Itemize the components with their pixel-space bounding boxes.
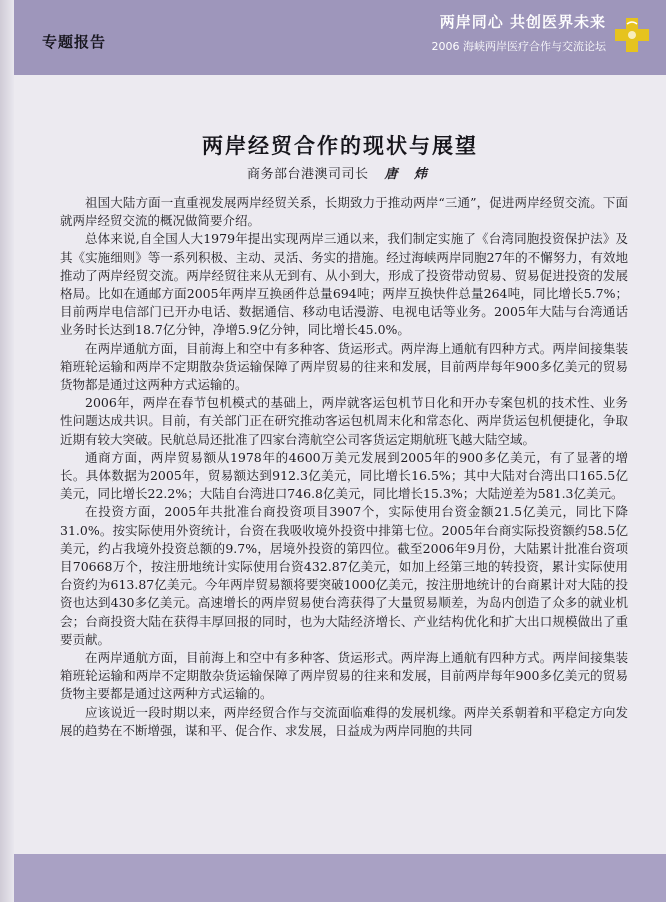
- paragraph: 应该说近一段时期以来，两岸经贸合作与交流面临难得的发展机缘。两岸关系朝着和平稳定方向发展的趋势在不断增强，谋和平、促合作、求发展，日益成为两岸同胞的共同: [60, 704, 628, 738]
- section-label: 专题报告: [42, 33, 107, 51]
- paragraph: 2006年，两岸在春节包机模式的基础上，两岸就客运包机节日化和开办专案包机的技术性、业务性问题达成共识。目前，有关部门正在研究推动客运包机周末化和常态化、两岸货运包机便捷化，争取近期有较大突破。民航总局还批准了四家台湾航空公司客货运定期航班飞越大陆空域。: [60, 395, 628, 447]
- forum-slogan: 两岸同心 共创医界未来: [439, 13, 606, 31]
- paragraph: 在两岸通航方面，目前海上和空中有多种客、货运形式。两岸海上通航有四种方式。两岸间接集装箱班轮运输和两岸不定期散杂货运输保障了两岸贸易的往来和发展，目前两岸每年900多亿美元的贸易货物都是通过这两种方式运输的。: [60, 340, 628, 393]
- page-left-edge: [0, 0, 14, 902]
- paragraph: 通商方面，两岸贸易额从1978年的4600万美元发展到2005年的900多亿美元，有了显著的增长。具体数据为2005年，贸易额达到912.3亿美元，同比增长16.5%；其中大陆对台湾出口165.5亿美元，同比增长22.2%；大陆自台湾进口746.8亿美元，同比增长15.3%；大陆逆差为581.3亿美元。: [60, 449, 628, 502]
- author-org: 商务部台港澳司司长: [246, 167, 369, 182]
- author-name: 唐 炜: [384, 167, 434, 182]
- cross-logo-icon: [612, 15, 652, 55]
- footer-band: [14, 854, 666, 902]
- paragraph: 祖国大陆方面一直重视发展两岸经贸关系，长期致力于推动两岸“三通”，促进两岸经贸交流。下面就两岸经贸交流的概况做简要介绍。: [60, 195, 628, 229]
- forum-name: 2006 海峡两岸医疗合作与交流论坛: [431, 40, 606, 53]
- paragraph: 总体来说,自全国人大1979年提出实现两岸三通以来，我们制定实施了《台湾同胞投资保护法》及其《实施细则》等一系列积极、主动、灵活、务实的措施。经过海峡两岸同胞27年的不懈努力，有效地推动了两岸经贸交流。两岸经贸往来从无到有、从小到大，形成了投资带动贸易、贸易促进投资的发展格局。比如在通邮方面2005年两岸互换函件总量694吨；两岸互换快件总量264吨，同比增长5.7%；目前两岸电信部门已开办电话、数据通信、移动电话漫游、电视电话等业务。2005年大陆与台湾通话业务时长达到18.7亿分钟，净增5.9亿分钟，同比增长45.0%。: [60, 231, 628, 338]
- article-title: 两岸经贸合作的现状与展望: [202, 134, 478, 158]
- article-body: [60, 194, 628, 852]
- author-line: [14, 163, 666, 182]
- paragraph: 在两岸通航方面，目前海上和空中有多种客、货运形式。两岸海上通航有四种方式。两岸间接集装箱班轮运输和两岸不定期散杂货运输保障了两岸贸易的往来和发展，目前两岸每年900多亿美元的贸易货物主要都是通过这两种方式运输的。: [60, 650, 628, 702]
- paragraph: 在投资方面，2005年共批准台商投资项目3907个，实际使用台资金额21.5亿美元，同比下降31.0%。按实际使用外资统计，台资在我吸收境外投资中排第七位。2005年台商实际投资额约58.5亿美元，约占我境外投资总额的9.7%，居境外投资的第四位。截至2006年9月份，大陆累计批准台资项目70668万个，按注册地统计实际使用台资432.87亿美元，如加上经第三地的转投资，累计实际使用台资约为613.87亿美元。今年两岸贸易额将要突破1000亿美元，按注册地统计的台商累计对大陆的投资也达到430多亿美元。高速增长的两岸贸易使台湾获得了大量贸易顺差，为岛内创造了众多的就业机会；台商投资大陆在获得丰厚回报的同时，也为大陆经济增长、产业结构优化和扩大出口规模做出了重要贡献。: [60, 504, 628, 647]
